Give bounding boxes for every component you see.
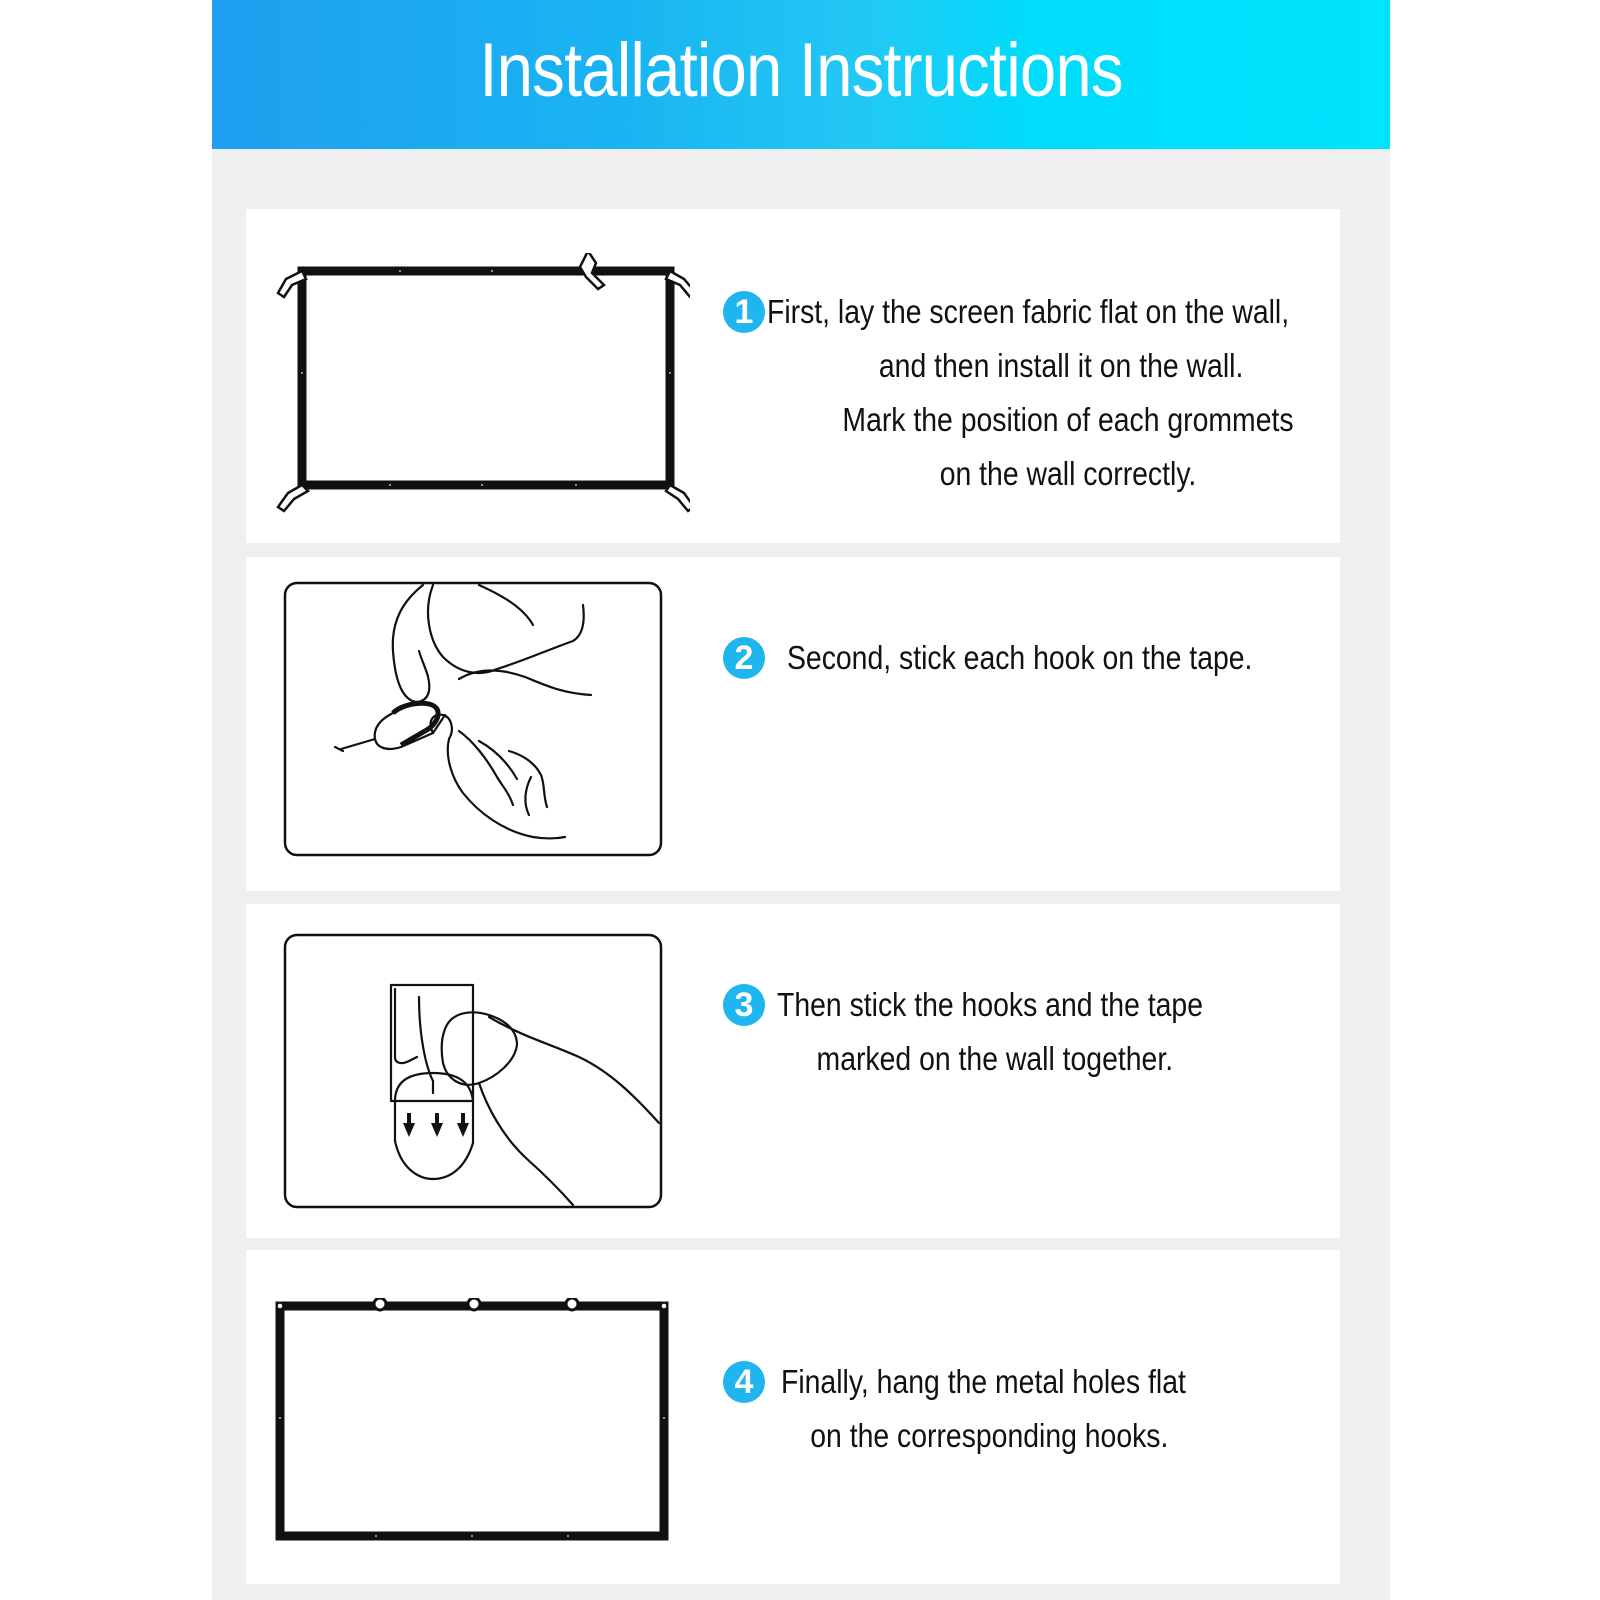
screen-hung-on-hooks-illustration bbox=[272, 1298, 672, 1548]
step-1-line: First, lay the screen fabric flat on the wall, bbox=[767, 293, 1290, 330]
step-3-card bbox=[246, 904, 1340, 1238]
step-2-text bbox=[787, 631, 1252, 685]
press-hook-on-wall-illustration bbox=[283, 933, 663, 1209]
hook-and-tape-hands-illustration bbox=[283, 581, 663, 857]
step-3-line: marked on the wall together. bbox=[816, 1040, 1174, 1077]
step-4-text bbox=[781, 1355, 1186, 1463]
step-1-line: and then install it on the wall. bbox=[878, 347, 1244, 384]
step-1-line: on the wall correctly. bbox=[939, 455, 1197, 492]
screen-with-grommets-illustration bbox=[270, 253, 690, 533]
step-3-text bbox=[777, 978, 1203, 1086]
step-1-badge: 1 bbox=[723, 291, 765, 333]
step-1-line: Mark the position of each grommets bbox=[842, 401, 1294, 438]
step-1-text bbox=[767, 285, 1343, 501]
header-banner bbox=[212, 0, 1390, 149]
step-4-line: Finally, hang the metal holes flat bbox=[781, 1363, 1186, 1400]
step-4-line: on the corresponding hooks. bbox=[810, 1417, 1169, 1454]
step-2-card bbox=[246, 557, 1340, 891]
step-2-line: Second, stick each hook on the tape. bbox=[787, 639, 1253, 676]
step-4-badge: 4 bbox=[723, 1361, 765, 1403]
step-3-badge: 3 bbox=[723, 984, 765, 1026]
step-4-card bbox=[246, 1250, 1340, 1584]
step-3-line: Then stick the hooks and the tape bbox=[777, 986, 1203, 1023]
instruction-sheet bbox=[212, 0, 1390, 1600]
page-title: Installation Instructions bbox=[479, 28, 1123, 113]
step-1-card bbox=[246, 209, 1340, 543]
step-2-badge: 2 bbox=[723, 637, 765, 679]
